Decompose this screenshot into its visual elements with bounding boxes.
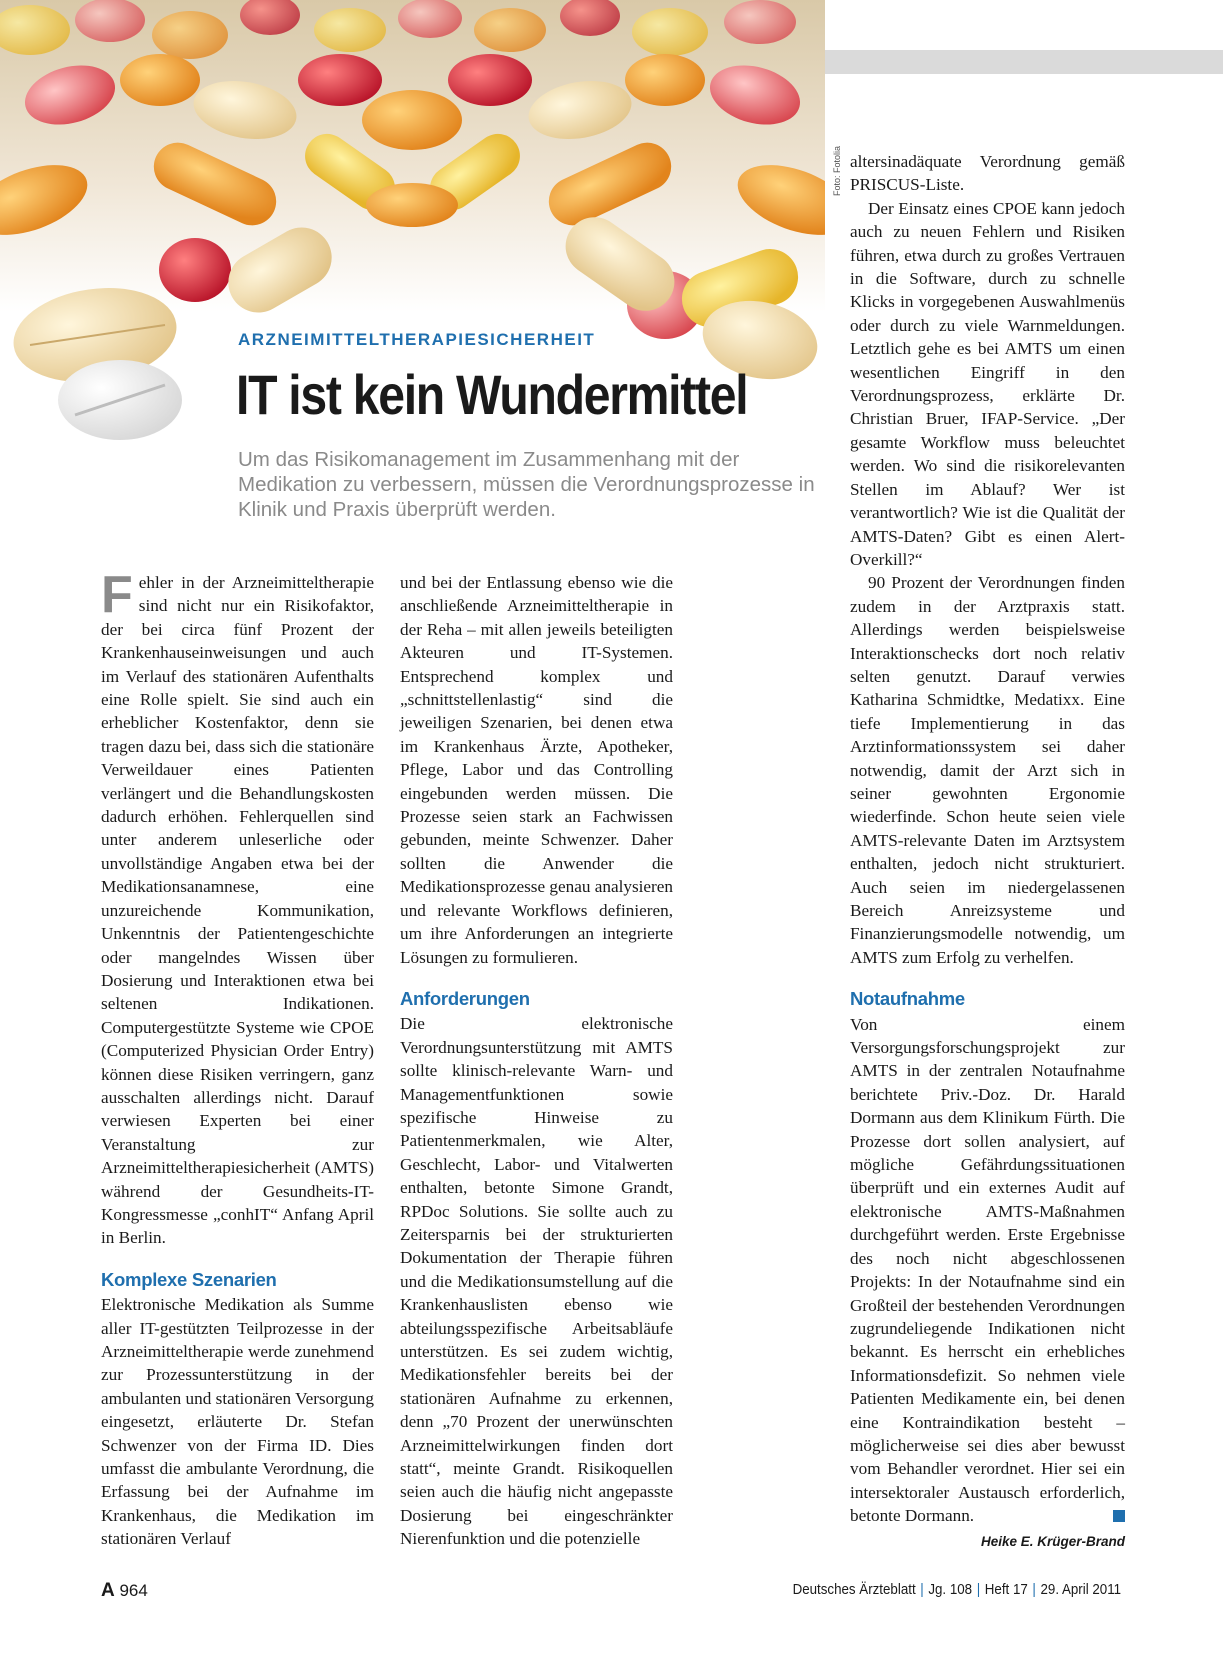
article-headline: IT ist kein Wundermittel: [236, 363, 748, 426]
column-3: [850, 150, 1125, 1553]
journal-footer: Deutsches Ärzteblatt | Jg. 108 | Heft 17 | 29. April 2011: [792, 1582, 1121, 1598]
journal-name: Deutsches Ärzteblatt: [792, 1582, 916, 1598]
paragraph: Von einem Versorgungsforschungsprojekt zur AMTS in der zentralen Notaufnahme berichtete Priv.-Doz. Dr. Harald Dormann aus dem Klinikum Fürth. Die Prozesse dort sollen analysiert, auf mögliche Gefährdungssituationen überprüft und ein externes Audit auf elektronische AMTS-Maßnahmen durchgeführt werden. Erste Ergebnisse des noch nicht abgeschlossenen Projekts: In der Notaufnahme sind ein Großteil der bestehenden Verordnungen zugrundeliegende Indikationen nicht bekannt. Es herrscht ein erhebliches Informationsdefizit. So nehmen viele Patienten Medikamente ein, bei denen eine Kontraindikation besteht – möglicherweise sei dies aber bewusst vom Behandler verordnet. Hier sei ein intersektoraler Austausch erforderlich, betonte Dormann.: [850, 1014, 1125, 1526]
paragraph: Der Einsatz eines CPOE kann jedoch auch zu neuen Fehlern und Risiken führen, etwa durch zu großes Vertrauen in die Software, durch zu schnelle Klicks in vorgegebenen Auswahlmenüs oder durch zu viele Warnmeldungen. Letztlich gehe es bei AMTS um einen wesentlichen Eingriff in den Verordnungsprozess, erklärte Dr. Christian Bruer, IFAP-Service. „Der gesamte Workflow muss beleuchtet werden. Wo sind die risikorelevanten Stellen im Ablauf? Wer ist verantwortlich? Wie ist die Qualität der AMTS-Daten? Gibt es einen Alert-Overkill?“: [850, 198, 1125, 569]
journal-issue: Heft 17: [984, 1582, 1028, 1598]
article-lead: Um das Risikomanagement im Zusammenhang mit der Medikation zu verbessern, müssen die Verordnungsprozesse in Klinik und Praxis überprüft werden.: [238, 448, 815, 521]
subheading-komplexe-szenarien: Komplexe Szenarien: [101, 1268, 277, 1290]
author-byline: Heike E. Krüger-Brand: [980, 1533, 1125, 1549]
column-1: [101, 566, 374, 1551]
paragraph: 90 Prozent der Verordnungen finden zudem in der Arztpraxis statt. Allerdings werden beispielsweise Interaktionschecks dort noch relativ selten genutzt. Darauf verwies Katharina Schmidtke, Medatixx. Eine tiefe Implementierung in das Arztinformationssystem sei daher notwendig, damit der Arzt sich in seiner gewohnten Ergonomie wiederfinde. Schon heute seien viele AMTS-relevante Daten im Arztsystem enthalten, jedoch nicht strukturiert. Auch seien im niedergelassenen Bereich Anreizsysteme und Finanzierungsmodelle notwendig, um AMTS zum Erfolg zu verhelfen.: [850, 573, 1125, 967]
paragraph: und bei der Entlassung ebenso wie die anschließende Arzneimitteltherapie in der Reha – mit allen jeweils beteiligten Akteuren und IT-Systemen. Entsprechend komplex und „schnittstellenlastig“ sind die jeweiligen Szenarien, bei denen etwa im Krankenhaus Ärzte, Apotheker, Pflege, Labor und das Controlling eingebunden werden müssen. Die Prozesse seien stark an Fachwissen gebunden, meinte Schwenzer. Daher sollten die Anwender die Medikationsprozesse genau analysieren und relevante Workflows definieren, um ihre Anforderungen an integrierte Lösungen zu formulieren.: [400, 573, 673, 967]
column-2: [400, 571, 673, 1551]
journal-date: 29. April 2011: [1040, 1582, 1121, 1598]
subheading-anforderungen: Anforderungen: [400, 987, 530, 1009]
subheading-notaufnahme: Notaufnahme: [850, 988, 965, 1010]
pills-photo: [0, 0, 825, 520]
hero-photo: [0, 0, 825, 520]
drop-cap: F: [101, 566, 133, 624]
end-mark-icon: [1113, 1510, 1125, 1522]
paragraph: Fehler in der Arzneimitteltherapie sind nicht nur ein Risikofaktor, der bei circa fünf Prozent der Krankenhauseinweisungen und auch im Verlauf des stationären Aufenthalts eine Rolle spielt. Sie sind auch ein erheblicher Kostenfaktor, denn sie tragen dazu bei, dass sich die stationäre Verweildauer eines Patienten verlängert und die Behandlungskosten dadurch erhöhen. Fehlerquellen sind unter anderem unleserliche oder unvollständige Angaben etwa bei der Medikationsanamnese, eine unzureichende Kommunikation, Unkenntnis der Patientengeschichte oder mangelndes Wissen über Dosierung und Interaktionen etwa bei seltenen Indikationen. Computergestützte Systeme wie CPOE (Computerized Physician Order Entry) können diese Risiken verringern, ganz ausschalten allerdings nicht. Darauf verwiesen Experten bei einer Veranstaltung zur Arzneimitteltherapiesicherheit (AMTS) während der Gesundheits-IT-Kongressmesse „conhIT“ Anfang April in Berlin.: [101, 566, 374, 1248]
header-gray-bar: [825, 50, 1223, 74]
paragraph: altersinadäquate Verordnung gemäß PRISCUS-Liste.: [850, 152, 1125, 195]
page-number: A 964: [101, 1580, 148, 1601]
photo-credit: Foto: Fotolia: [832, 145, 842, 196]
paragraph: Die elektronische Verordnungsunterstützung mit AMTS sollte klinisch-relevante Warn- und Managementfunktionen sowie spezifische Hinweise zu Patientenmerkmalen, wie Alter, Geschlecht, Labor- und Vitalwerten enthalten, betonte Simone Grandt, RPDoc Solutions. Sie sollte auch zu Zeitersparnis bei der strukturierten Dokumentation der Therapie führen und die Medikationsumstellung auf die Krankenhauslisten ebenso wie abteilungsspezifische Arbeitsabläufe unterstützen. Es sei zudem wichtig, Medikationsfehler bereits bei der stationären Aufnahme zu erkennen, denn „70 Prozent der unerwünschten Arzneimittelwirkungen finden dort statt“, meinte Grandt. Risikoquellen seien auch die häufig nicht angepasste Dosierung bei eingeschränkter Nierenfunktion und die potenzielle: [400, 1014, 673, 1549]
article-kicker: ARZNEIMITTELTHERAPIESICHERHEIT: [238, 330, 596, 349]
journal-volume: Jg. 108: [928, 1582, 973, 1598]
paragraph: Elektronische Medikation als Summe aller IT-gestützten Teilprozesse in der Arzneimitteltherapie werde zunehmend zur Prozessunterstützung in der ambulanten und stationären Versorgung eingesetzt, erläuterte Dr. Stefan Schwenzer von der Firma ID. Dies umfasst die ambulante Verordnung, die Erfassung bei der Aufnahme im Krankenhaus, die Medikation im stationären Verlauf: [101, 1295, 374, 1549]
